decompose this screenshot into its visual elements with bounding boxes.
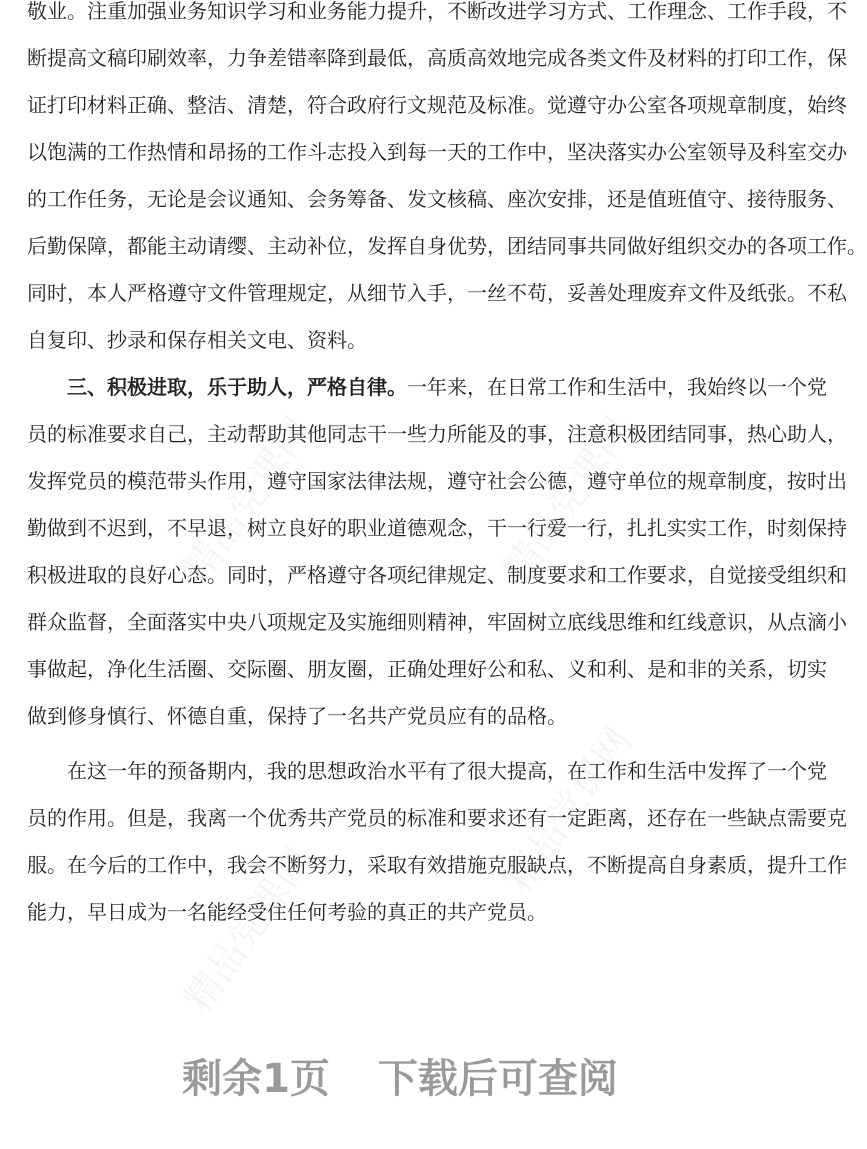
text-line: 发挥党员的模范带头作用，遵守国家法律法规，遵守社会公德，遵守单位的规章制度，按时出 [27,469,847,493]
download-prompt[interactable] [0,1047,800,1104]
section-heading: 三、积极进取，乐于助人，严格自律。 [67,375,407,399]
text-line: 断提高文稿印刷效率，力争差错率降到最低，高质高效地完成各类文件及材料的打印工作，保 [27,46,847,70]
text-line: 员的作用。但是，我离一个优秀共产党员的标准和要求还有一定距离，还存在一些缺点需要克 [27,806,847,830]
text-span: 一年来，在日常工作和生活中，我始终以一个党 [407,375,827,399]
text-line: 证打印材料正确、整洁、清楚，符合政府行文规范及标准。觉遵守办公室各项规章制度，始终 [27,93,847,117]
text-line: 事做起，净化生活圈、交际圈、朋友圈，正确处理好公和私、义和利、是和非的关系，切实 [27,657,827,681]
text-line: 在这一年的预备期内，我的思想政治水平有了很大提高，在工作和生活中发挥了一个党 [67,759,827,783]
paragraph-2 [27,364,847,740]
text-line: 员的标准要求自己，主动帮助其他同志干一些力所能及的事，注意积极团结同事，热心助人， [27,422,847,446]
text-line: 服。在今后的工作中，我会不断努力，采取有效措施克服缺点，不断提高自身素质，提升工作 [27,853,847,877]
paragraph-1 [27,0,867,364]
text-line: 以饱满的工作热情和昂扬的工作斗志投入到每一天的工作中，坚决落实办公室领导及科室交办 [27,140,847,164]
download-to-view-label[interactable]: 下载后可查阅 [377,1056,618,1102]
text-line: 的工作任务，无论是会议通知、会务筹备、发文核稿、座次安排，还是值班值守、接待服务、 [27,187,847,211]
remaining-pages-label: 剩余1页 [182,1056,330,1102]
text-line: 做到修身慎行、怀德自重，保持了一名共产党员应有的品格。 [27,704,567,728]
text-line: 同时，本人严格遵守文件管理规定，从细节入手，一丝不苟，妥善处理废弃文件及纸张。不私 [27,281,847,305]
text-line [27,364,827,411]
text-line: 群众监督，全面落实中央八项规定及实施细则精神，牢固树立底线思维和红线意识，从点滴小 [27,610,847,634]
text-line: 勤做到不迟到，不早退，树立良好的职业道德观念，干一行爱一行，扎扎实实工作，时刻保持 [27,516,847,540]
text-line: 后勤保障，都能主动请缨、主动补位，发挥自身优势，团结同事共同做好组织交办的各项工作。 [27,234,867,258]
paragraph-3 [27,748,847,936]
text-line: 积极进取的良好心态。同时，严格遵守各项纪律规定、制度要求和工作要求，自觉接受组织和 [27,563,847,587]
text-line: 敬业。注重加强业务知识学习和业务能力提升，不断改进学习方式、工作理念、工作手段，不 [27,0,847,23]
text-line: 能力，早日成为一名能经受住任何考验的真正的共产党员。 [27,900,547,924]
text-line: 自复印、抄录和保存相关文电、资料。 [27,328,367,352]
